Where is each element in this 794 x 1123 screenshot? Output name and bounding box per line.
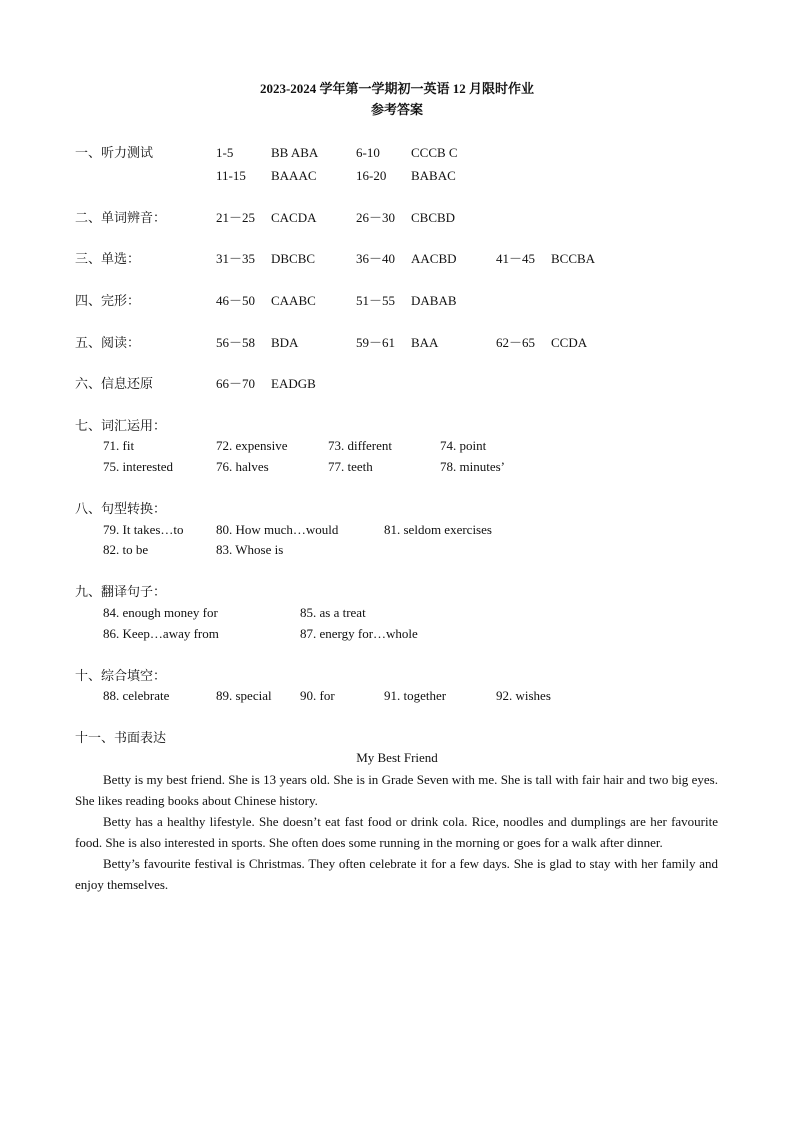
- answer-item: 75. interested: [103, 459, 174, 474]
- answer-value: BAAAC: [271, 168, 317, 183]
- answer-item: 92. wishes: [496, 688, 551, 703]
- section-3-label: 三、单选：: [75, 251, 141, 266]
- answer-item: 87. energy for…whole: [300, 626, 418, 641]
- answer-item: 91. together: [384, 688, 447, 703]
- answer-range: 16-20: [356, 168, 387, 183]
- answer-value: CCCB C: [411, 145, 458, 160]
- section-6-label: 六、信息还原: [75, 376, 154, 391]
- answer-item: 71. fit: [103, 438, 135, 453]
- answer-item: 76. halves: [216, 459, 269, 474]
- answer-item: 80. How much…would: [216, 522, 339, 537]
- answer-value: DABAB: [411, 293, 457, 308]
- answer-range: 41－45: [496, 251, 536, 266]
- essay-paragraph: Betty is my best friend. She is 13 years old. She is in Grade Seven with me. She is tall with fair hair and two big eyes. She likes reading books about Chinese history.: [75, 772, 718, 808]
- section-1-label: 一、听力测试: [75, 145, 154, 160]
- essay-title: My Best Friend: [356, 750, 438, 765]
- answer-range: 6-10: [356, 145, 380, 160]
- answer-item: 83. Whose is: [216, 542, 284, 557]
- document-title: 2023-2024 学年第一学期初一英语 12 月限时作业: [259, 81, 535, 96]
- section-7-label: 七、词汇运用：: [75, 418, 167, 433]
- section-4-label: 四、完形：: [75, 293, 141, 308]
- answer-item: 88. celebrate: [103, 688, 170, 703]
- answer-range: 11-15: [216, 168, 246, 183]
- answer-value: BAA: [411, 335, 439, 350]
- answer-value: EADGB: [271, 376, 316, 391]
- answer-range: 51－55: [356, 293, 396, 308]
- answer-value: BCCBA: [551, 251, 596, 266]
- answer-item: 81. seldom exercises: [384, 522, 492, 537]
- section-8-label: 八、句型转换：: [75, 501, 167, 516]
- answer-item: 77. teeth: [328, 459, 373, 474]
- answer-value: BABAC: [411, 168, 456, 183]
- answer-value: CBCBD: [411, 210, 456, 225]
- section-2-label: 二、单词辨音：: [75, 210, 167, 225]
- section-11-label: 十一、书面表达: [75, 730, 167, 745]
- answer-range: 59－61: [356, 335, 396, 350]
- section-9-label: 九、翻译句子：: [75, 584, 167, 599]
- answer-range: 21－25: [216, 210, 256, 225]
- answer-item: 89. special: [216, 688, 272, 703]
- answer-range: 31－35: [216, 251, 256, 266]
- answer-value: CAABC: [271, 293, 316, 308]
- answer-item: 78. minutes’: [440, 459, 505, 474]
- answer-range: 62－65: [496, 335, 536, 350]
- answer-item: 82. to be: [103, 542, 149, 557]
- answer-value: BDA: [271, 335, 299, 350]
- answer-range: 56－58: [216, 335, 256, 350]
- answer-value: CCDA: [551, 335, 588, 350]
- answer-value: DBCBC: [271, 251, 316, 266]
- answer-item: 90. for: [300, 688, 335, 703]
- answer-item: 85. as a treat: [300, 605, 366, 620]
- answer-value: CACDA: [271, 210, 317, 225]
- answer-value: AACBD: [411, 251, 457, 266]
- answer-range: 36－40: [356, 251, 396, 266]
- document-subtitle: 参考答案: [370, 102, 423, 117]
- answer-range: 1-5: [216, 145, 234, 160]
- answer-item: 72. expensive: [216, 438, 288, 453]
- answer-range: 66－70: [216, 376, 256, 391]
- answer-range: 46－50: [216, 293, 256, 308]
- essay-paragraph: Betty’s favourite festival is Christmas. They often celebrate it for a few days. She is glad to stay with her family and enjoy themselves.: [75, 856, 718, 892]
- section-10-label: 十、综合填空：: [75, 668, 167, 683]
- answer-range: 26－30: [356, 210, 396, 225]
- answer-item: 74. point: [440, 438, 487, 453]
- answer-value: BB ABA: [271, 145, 319, 160]
- essay-paragraph: Betty has a healthy lifestyle. She doesn’t eat fast food or drink cola. Rice, noodles and dumplings are her favourite food. She is also interested in sports. She often does some running in the morning or goes for a walk after dinner.: [75, 814, 718, 850]
- essay-body: [75, 769, 718, 895]
- answer-item: 79. It takes…to: [103, 522, 184, 537]
- answer-item: 73. different: [328, 438, 393, 453]
- answer-item: 84. enough money for: [103, 605, 218, 620]
- section-5-label: 五、阅读：: [75, 335, 141, 350]
- answer-item: 86. Keep…away from: [103, 626, 219, 641]
